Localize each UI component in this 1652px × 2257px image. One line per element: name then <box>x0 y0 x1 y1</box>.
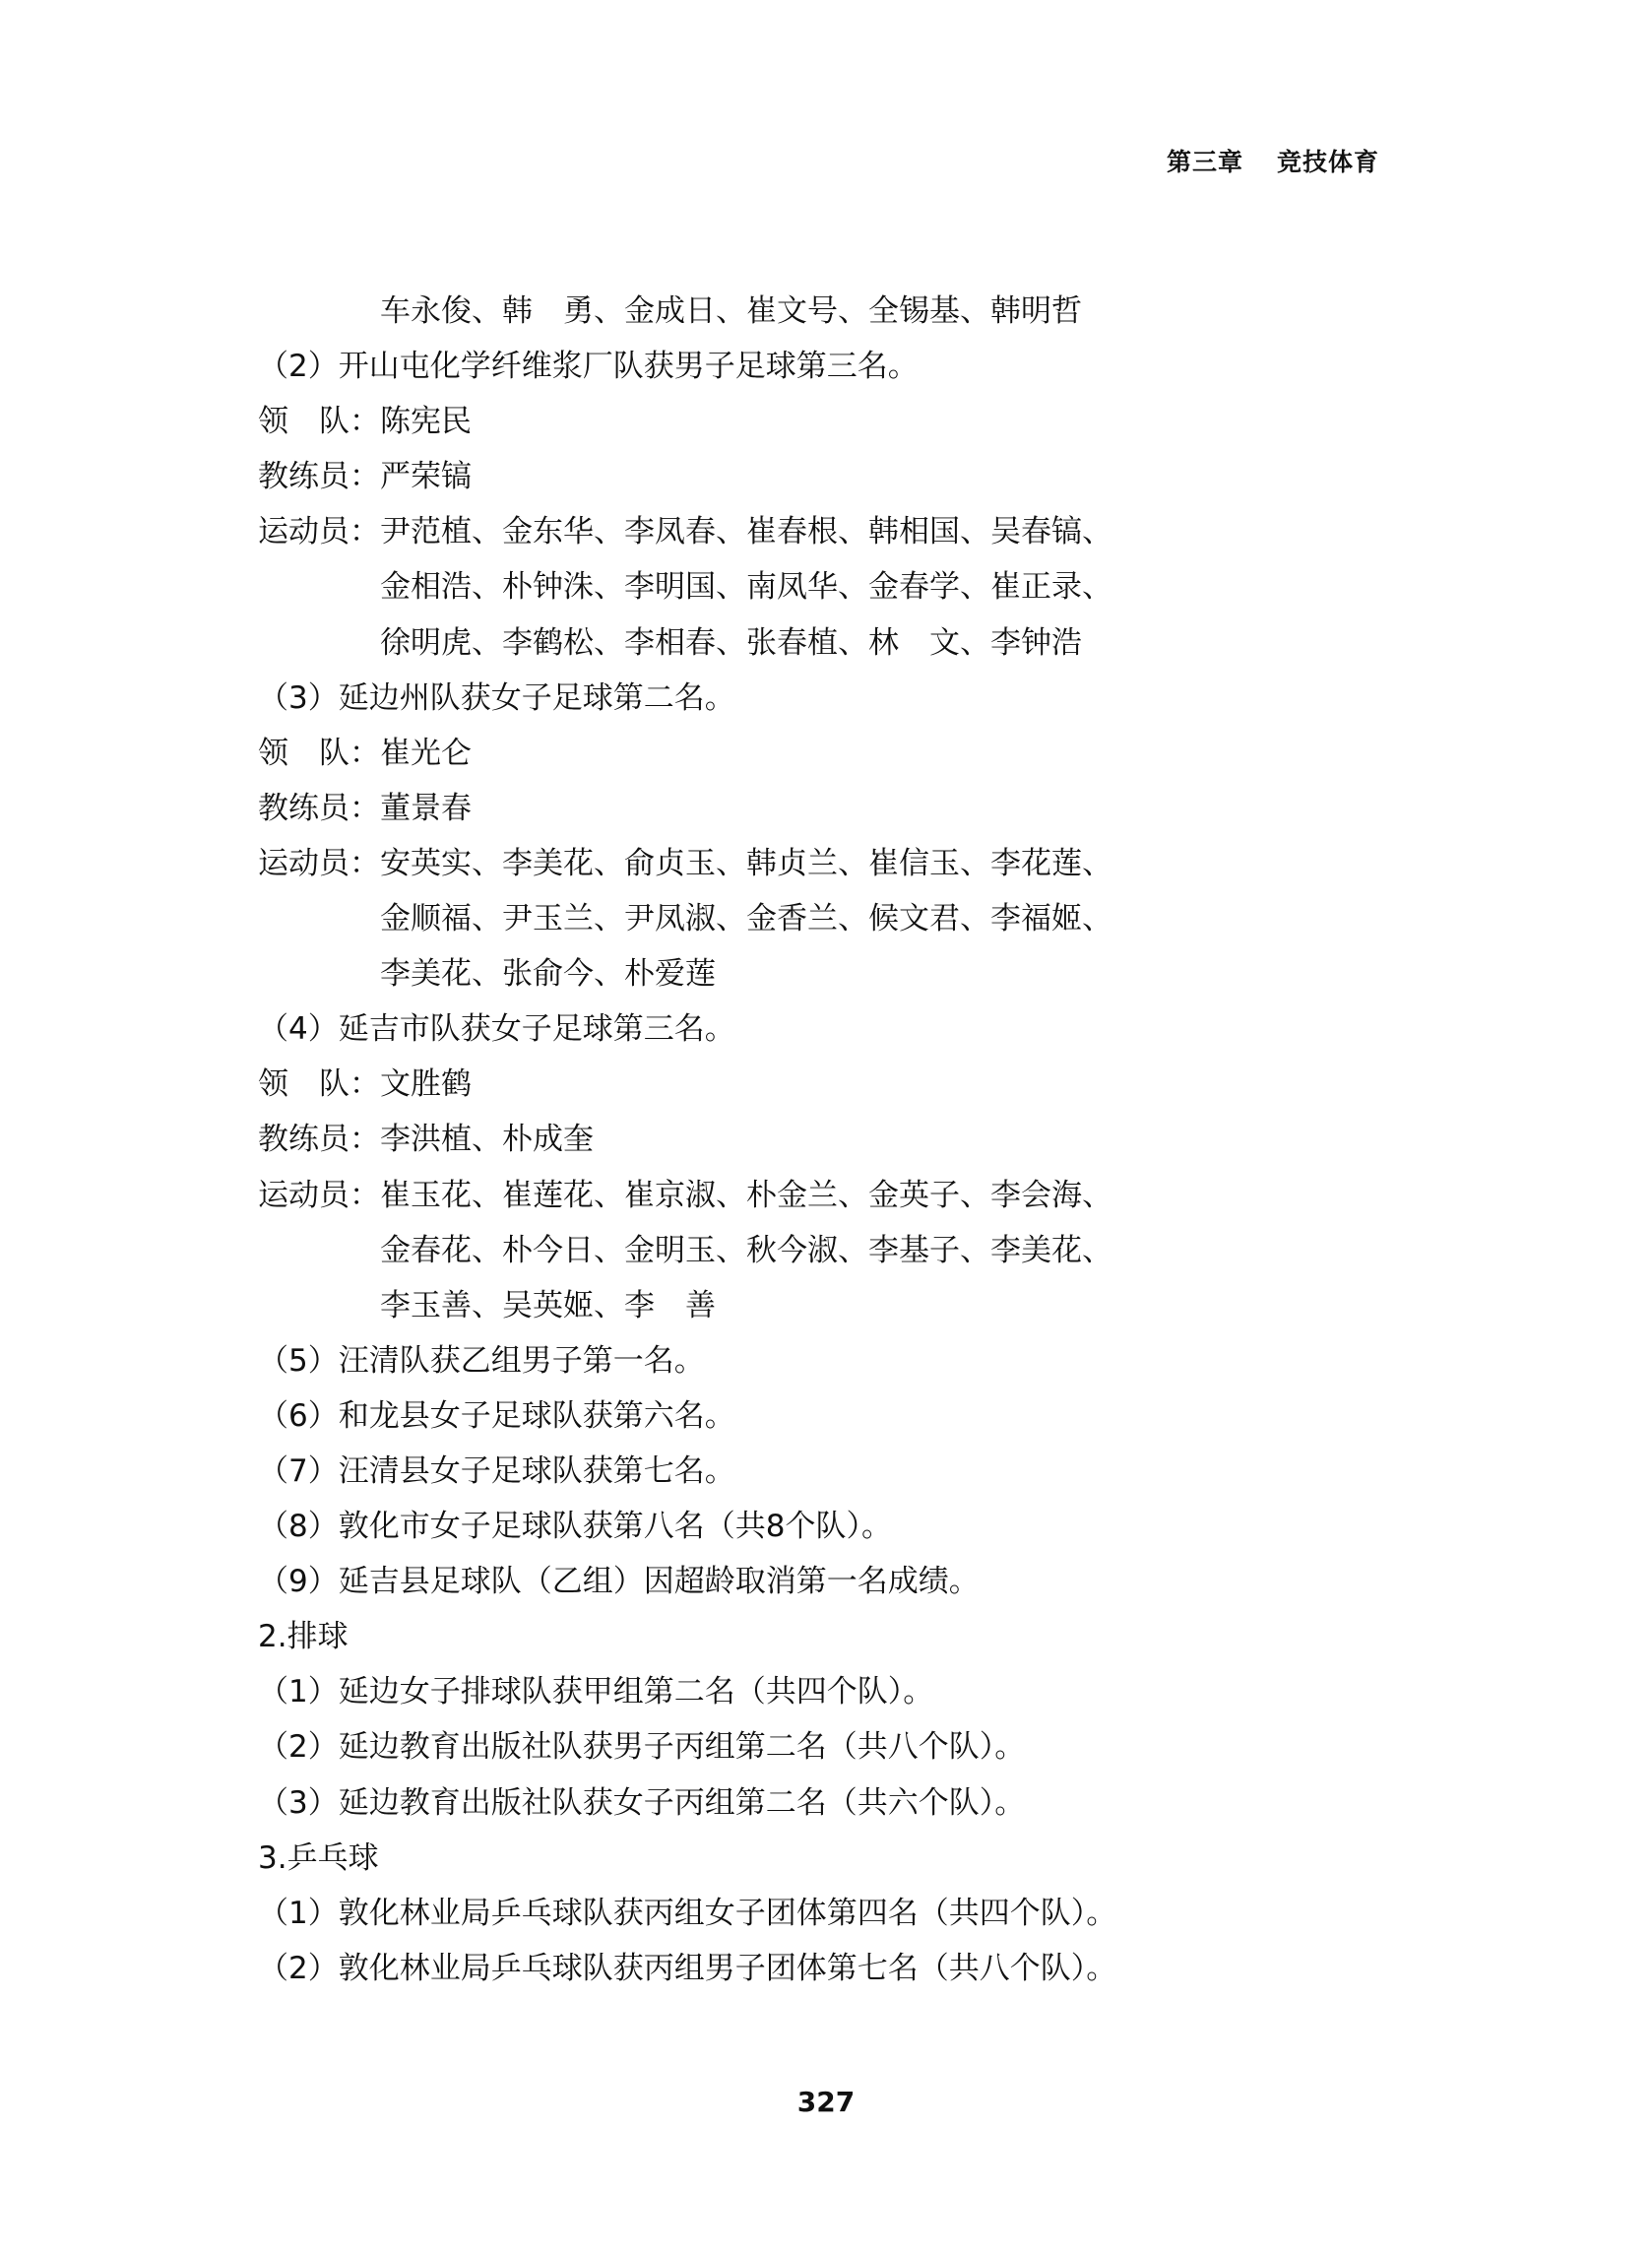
text-line <box>258 504 1420 559</box>
text-line: 金顺福、尹玉兰、尹凤淑、金香兰、候文君、李福姬、 <box>380 901 1112 937</box>
text-line: 金相浩、朴钟洙、李明国、南凤华、金春学、崔正录、 <box>380 569 1112 606</box>
page-number: 327 <box>796 2086 856 2118</box>
text-line <box>258 394 1420 449</box>
text-line: （2）敦化林业局乒乓球队获丙组男子团体第七名（共八个队）。 <box>258 1950 1117 1986</box>
text-line: （2）延边教育出版社队获男子丙组第二名（共八个队）。 <box>258 1729 1026 1766</box>
text-line: 李玉善、吴英姬、李 善 <box>380 1287 716 1323</box>
role-names: 安英实、李美花、俞贞玉、韩贞兰、崔信玉、李花莲、 <box>380 845 1112 881</box>
text-line <box>258 1168 1420 1223</box>
text-line: （3）延边州队获女子足球第二名。 <box>258 679 735 716</box>
text-line: （2）开山屯化学纤维浆厂队获男子足球第三名。 <box>258 349 919 385</box>
role-label: 运动员： <box>258 514 380 550</box>
text-line: （7）汪清县女子足球队获第七名。 <box>258 1452 735 1489</box>
text-line: （1）延边女子排球队获甲组第二名（共四个队）。 <box>258 1674 934 1710</box>
role-label: 运动员： <box>258 845 380 881</box>
role-label: 领 队： <box>258 735 380 771</box>
text-line: 李美花、张俞今、朴爱莲 <box>380 956 716 993</box>
text-line: （1）敦化林业局乒乓球队获丙组女子团体第四名（共四个队）。 <box>258 1895 1117 1931</box>
text-line: 金春花、朴今日、金明玉、秋今淑、李基子、李美花、 <box>380 1232 1112 1268</box>
text-line: （6）和龙县女子足球队获第六名。 <box>258 1397 735 1434</box>
text-line <box>258 1057 1420 1112</box>
text-line <box>258 449 1420 504</box>
text-line: （5）汪清队获乙组男子第一名。 <box>258 1342 705 1379</box>
role-names: 严荣镐 <box>380 459 472 495</box>
text-line <box>258 781 1420 836</box>
role-names: 尹范植、金东华、李凤春、崔春根、韩相国、吴春镐、 <box>380 514 1112 550</box>
role-label: 领 队： <box>258 1066 380 1103</box>
text-line: （9）延吉县足球队（乙组）因超龄取消第一名成绩。 <box>258 1564 980 1600</box>
role-label: 领 队： <box>258 404 380 440</box>
text-line: 2.排球 <box>258 1619 349 1655</box>
text-line: （4）延吉市队获女子足球第三名。 <box>258 1011 735 1048</box>
text-line <box>258 836 1420 891</box>
role-names: 崔玉花、崔莲花、崔京淑、朴金兰、金英子、李会海、 <box>380 1177 1112 1213</box>
role-names: 文胜鹤 <box>380 1066 472 1103</box>
role-names: 李洪植、朴成奎 <box>380 1122 594 1158</box>
text-line: 徐明虎、李鹤松、李相春、张春植、林 文、李钟浩 <box>380 624 1082 661</box>
running-header <box>1167 143 1379 178</box>
page-body <box>258 284 1420 1996</box>
text-line: 3.乒乓球 <box>258 1839 379 1876</box>
text-line <box>258 726 1420 781</box>
section-label: 竞技体育 <box>1277 148 1380 176</box>
text-line <box>258 1112 1420 1167</box>
role-names: 崔光仑 <box>380 735 472 771</box>
role-names: 陈宪民 <box>380 404 472 440</box>
role-label: 教练员： <box>258 459 380 495</box>
role-label: 教练员： <box>258 1122 380 1158</box>
chapter-label: 第三章 <box>1167 148 1244 176</box>
text-line: 车永俊、韩 勇、金成日、崔文号、全锡基、韩明哲 <box>380 293 1082 329</box>
text-line: （8）敦化市女子足球队获第八名（共8个队）。 <box>258 1509 892 1545</box>
text-line: （3）延边教育出版社队获女子丙组第二名（共六个队）。 <box>258 1784 1026 1821</box>
role-label: 运动员： <box>258 1177 380 1213</box>
role-label: 教练员： <box>258 790 380 826</box>
role-names: 董景春 <box>380 790 472 826</box>
